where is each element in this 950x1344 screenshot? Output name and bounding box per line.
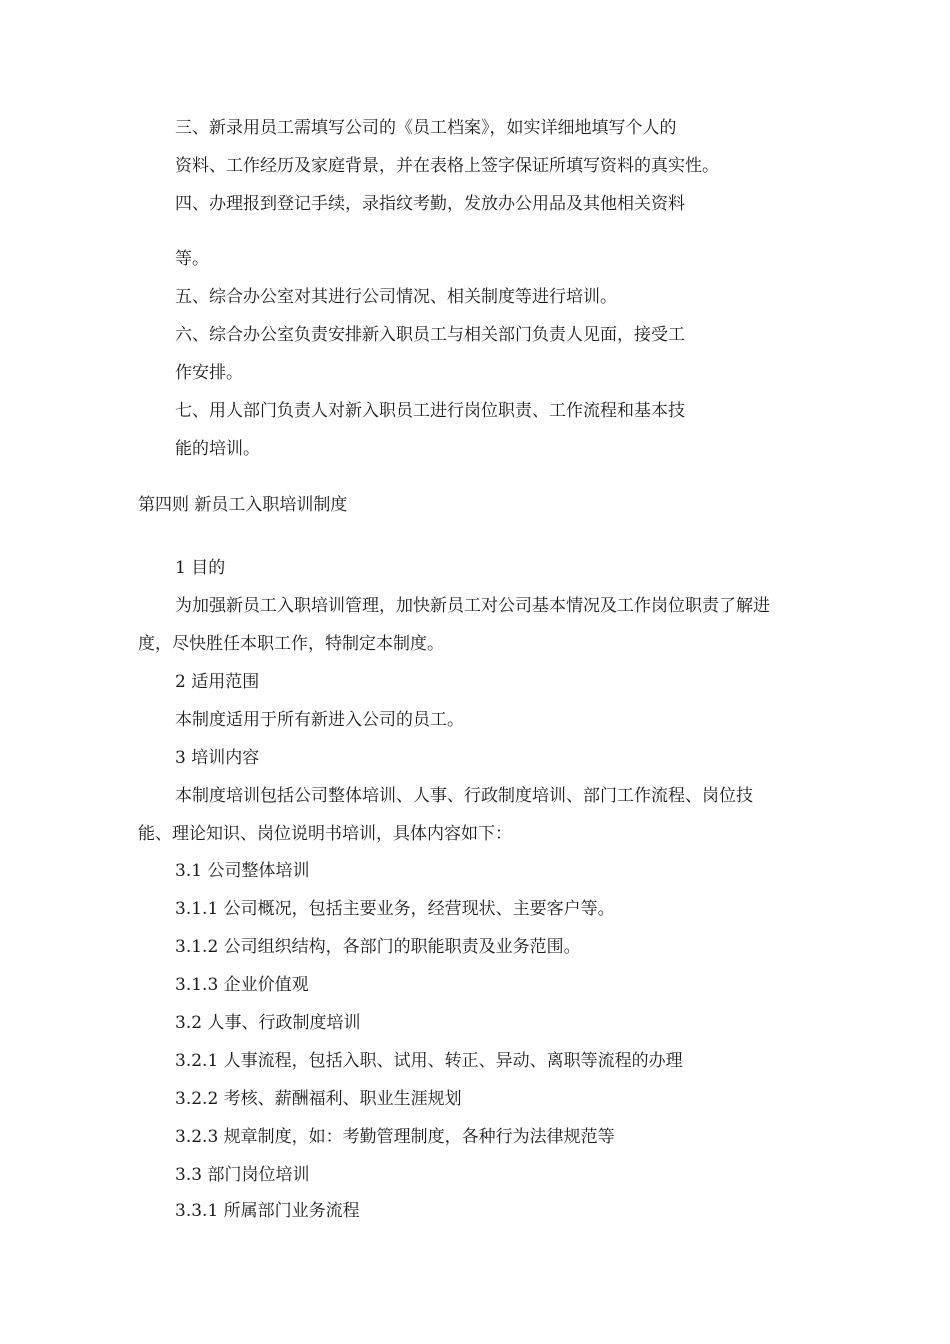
paragraph-line-item-7-cont: 能的培训。 (175, 439, 260, 459)
paragraph-line: 能、理论知识、岗位说明书培训，具体内容如下： (138, 824, 512, 844)
list-item: 3.3.1 所属部门业务流程 (175, 1201, 360, 1221)
paragraph-line-item-3-cont: 资料、工作经历及家庭背景，并在表格上签字保证所填写资料的真实性。 (175, 156, 719, 176)
list-item: 3.1.3 企业价值观 (175, 975, 309, 995)
section-heading: 第四则 新员工入职培训制度 (138, 495, 348, 515)
paragraph-line-item-6: 六、综合办公室负责安排新入职员工与相关部门负责人见面，接受工 (175, 325, 685, 345)
paragraph-line: 度，尽快胜任本职工作，特制定本制度。 (138, 634, 444, 654)
subheading-purpose: 1 目的 (175, 558, 226, 578)
list-item: 3.2.3 规章制度，如：考勤管理制度，各种行为法律规范等 (175, 1127, 615, 1147)
paragraph-line: 本制度适用于所有新进入公司的员工。 (175, 710, 464, 730)
subheading-scope: 2 适用范围 (175, 672, 260, 692)
paragraph-line-item-4-cont: 等。 (175, 249, 209, 269)
list-item: 3.1.1 公司概况，包括主要业务，经营现状、主要客户等。 (175, 899, 615, 919)
list-item: 3.3 部门岗位培训 (175, 1165, 310, 1185)
paragraph-line-item-4: 四、办理报到登记手续，录指纹考勤，发放办公用品及其他相关资料 (175, 194, 685, 214)
paragraph-line-item-5: 五、综合办公室对其进行公司情况、相关制度等进行培训。 (175, 287, 617, 307)
list-item: 3.1 公司整体培训 (175, 861, 310, 881)
list-item: 3.2.1 人事流程，包括入职、试用、转正、异动、离职等流程的办理 (175, 1051, 683, 1071)
list-item: 3.2.2 考核、薪酬福利、职业生涯规划 (175, 1089, 462, 1109)
subheading-content: 3 培训内容 (175, 748, 260, 768)
list-item: 3.2 人事、行政制度培训 (175, 1013, 361, 1033)
paragraph-line-item-3: 三、新录用员工需填写公司的《员工档案》，如实详细地填写个人的 (175, 118, 677, 138)
list-item: 3.1.2 公司组织结构，各部门的职能职责及业务范围。 (175, 937, 581, 957)
paragraph-line-item-6-cont: 作安排。 (175, 363, 243, 383)
paragraph-line-item-7: 七、用人部门负责人对新入职员工进行岗位职责、工作流程和基本技 (175, 401, 685, 421)
paragraph-line: 为加强新员工入职培训管理，加快新员工对公司基本情况及工作岗位职责了解进 (175, 596, 770, 616)
paragraph-line: 本制度培训包括公司整体培训、人事、行政制度培训、部门工作流程、岗位技 (175, 786, 753, 806)
